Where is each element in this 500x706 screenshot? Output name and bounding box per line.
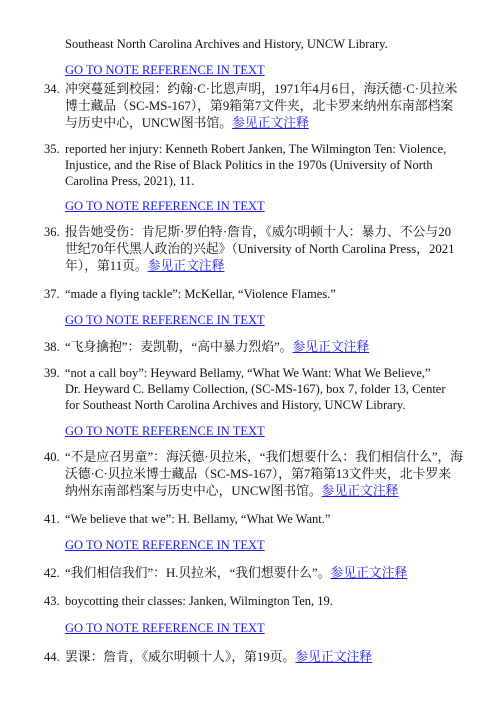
- see-text-link[interactable]: 参见正文注释: [292, 340, 370, 354]
- carryover-text: Southeast North Carolina Archives and History, UNCW Library.: [65, 37, 388, 51]
- note-number: 37.: [44, 287, 60, 301]
- note-line: for Southeast North Carolina Archives and History, UNCW Library.: [65, 398, 406, 412]
- note-line: 博士藏品（SC-MS-167），第9箱第7文件夹，北卡罗来纳州东南部档案: [65, 99, 454, 113]
- note-line: [65, 115, 309, 131]
- note-reference-link[interactable]: GO TO NOTE REFERENCE IN TEXT: [65, 538, 265, 552]
- note-line: 报告她受伤：肯尼斯·罗伯特·詹肯，《威尔明顿十人：暴力、不公与20: [65, 225, 452, 239]
- note-number: 35.: [44, 142, 60, 156]
- note-line: “不是应召男童”：海沃德·贝拉米，“我们想要什么：我们相信什么”，海: [65, 450, 464, 464]
- note-line-text: “我们相信我们”：H.贝拉米，“我们想要什么”。: [65, 566, 331, 580]
- see-text-link[interactable]: 参见正文注释: [232, 116, 309, 130]
- note-number: 41.: [44, 512, 60, 526]
- note-line: 世纪70年代黑人政治的兴起》（University of North Carolina Press，2021: [65, 242, 455, 256]
- note-number: 40.: [44, 450, 60, 464]
- note-line: Dr. Heyward C. Bellamy Collection, (SC-MS-167), box 7, folder 13, Center: [65, 382, 446, 396]
- note-line: [65, 565, 407, 581]
- see-text-link[interactable]: 参见正文注释: [321, 484, 399, 498]
- note-line-text: “飞身擒抱”：麦凯勒，“高中暴力烈焰”。: [65, 340, 293, 354]
- note-number: 39.: [44, 366, 60, 380]
- note-reference-link[interactable]: GO TO NOTE REFERENCE IN TEXT: [65, 63, 265, 77]
- note-reference-link[interactable]: GO TO NOTE REFERENCE IN TEXT: [65, 424, 265, 438]
- note-line: “made a flying tackle”: McKellar, “Violence Flames.”: [65, 287, 336, 301]
- note-number: 42.: [44, 566, 60, 580]
- note-line: 沃德·C·贝拉米博士藏品（SC-MS-167），第7箱第13文件夹，北卡罗来: [65, 467, 452, 481]
- note-reference-link[interactable]: GO TO NOTE REFERENCE IN TEXT: [65, 621, 265, 635]
- note-number: 38.: [44, 340, 60, 354]
- note-line: 冲突蔓延到校园：约翰·C·比恩声明，1971年4月6日，海沃德·C·贝拉米: [65, 82, 458, 96]
- note-line: Injustice, and the Rise of Black Politics in the 1970s (University of North: [65, 158, 433, 172]
- see-text-link[interactable]: 参见正文注释: [147, 259, 225, 273]
- note-line-text: 纳州东南部档案与历史中心，UNCW图书馆。: [65, 484, 322, 498]
- note-line: “We believe that we”: H. Bellamy, “What We Want.”: [65, 512, 331, 526]
- note-number: 43.: [44, 594, 60, 608]
- note-line: reported her injury: Kenneth Robert Janken, The Wilmington Ten: Violence,: [65, 142, 447, 156]
- note-reference-link[interactable]: GO TO NOTE REFERENCE IN TEXT: [65, 199, 265, 213]
- note-reference-link[interactable]: GO TO NOTE REFERENCE IN TEXT: [65, 313, 265, 327]
- note-line: [65, 339, 369, 355]
- note-line: [65, 258, 224, 274]
- note-line-text: 年），第11页。: [65, 259, 148, 273]
- note-line-text: 罢课：詹肯，《威尔明顿十人》，第19页。: [65, 650, 296, 664]
- note-line-text: 与历史中心，UNCW图书馆。: [65, 116, 233, 130]
- note-line: Carolina Press, 2021), 11.: [65, 174, 195, 188]
- note-line: [65, 649, 372, 665]
- note-number: 36.: [44, 225, 60, 239]
- see-text-link[interactable]: 参见正文注释: [295, 650, 373, 664]
- note-number: 44.: [44, 650, 60, 664]
- note-line: boycotting their classes: Janken, Wilmington Ten, 19.: [65, 594, 333, 608]
- note-line: [65, 483, 398, 499]
- note-line: “not a call boy”: Heyward Bellamy, “What We Want: What We Believe,”: [65, 366, 431, 380]
- see-text-link[interactable]: 参见正文注释: [330, 566, 408, 580]
- note-number: 34.: [44, 82, 60, 96]
